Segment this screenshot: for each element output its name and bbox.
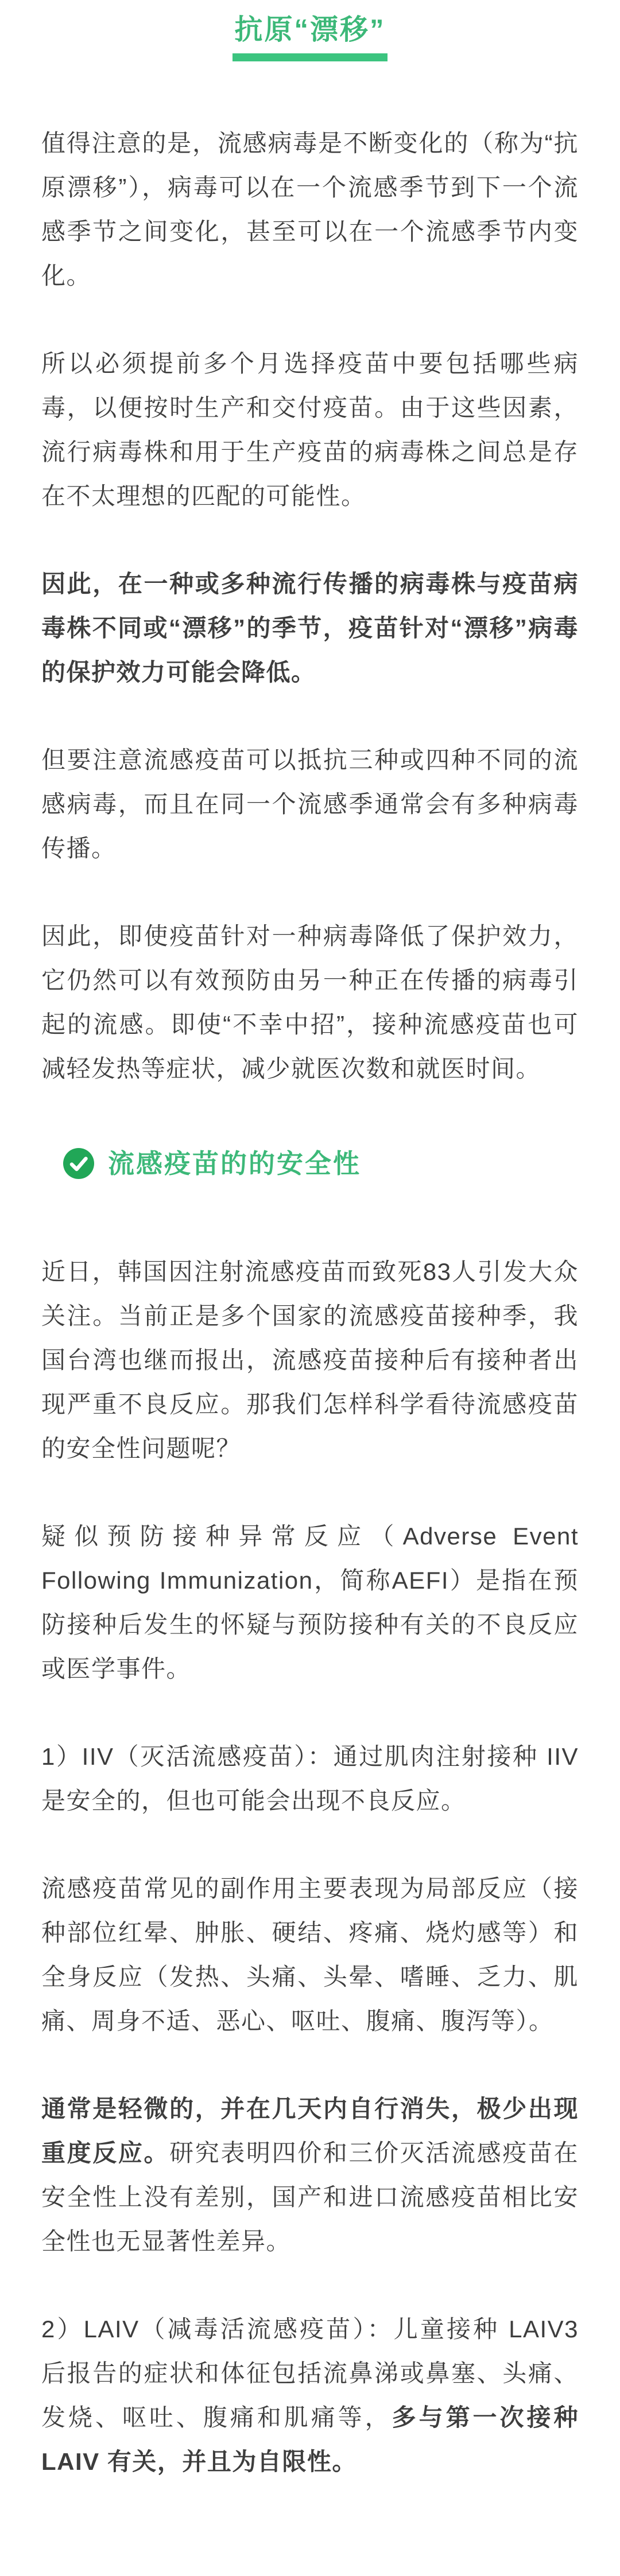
- paragraph-bold-run: 多与第一次接种 LAIV 有关，并且为自限性。: [41, 2404, 579, 2476]
- paragraph-bold-run: 因此，在一种或多种流行传播的病毒株与疫苗病毒株不同或“漂移”的季节，疫苗针对“漂移”病毒的保护效力可能会降低。: [41, 570, 579, 686]
- paragraph: [41, 1734, 579, 1823]
- paragraph-run: 近日，韩国因注射流感疫苗而致死83人引发大众关注。当前正是多个国家的流感疫苗接种季，我国台湾也继而报出，流感疫苗接种后有接种者出现严重不良反应。那我们怎样科学看待流感疫苗的安全性问题呢？: [41, 1258, 579, 1462]
- check-icon: [63, 1148, 94, 1179]
- paragraph-run: 2）LAIV（减毒活流感疫苗）：儿童接种 LAIV3 后报告的症状和体征包括流鼻涕或鼻塞、头痛、发烧、呕吐、腹痛和肌痛等，: [41, 2316, 579, 2431]
- paragraph-bold-run: 通常是轻微的，并在几天内自行消失，极少出现重度反应。: [41, 2095, 579, 2167]
- paragraph-run: 研究表明四价和三价灭活流感疫苗在安全性上没有差别，国产和进口流感疫苗相比安全性也无显著性差异。: [41, 2139, 579, 2255]
- title-underline-bar: [232, 53, 388, 61]
- paragraph: [41, 914, 579, 1091]
- paragraph-run: 但要注意流感疫苗可以抵抗三种或四种不同的流感病毒，而且在同一个流感季通常会有多种病毒传播。: [41, 746, 579, 862]
- paragraph-run: 所以必须提前多个月选择疫苗中要包括哪些病毒，以便按时生产和交付疫苗。由于这些因素，流行病毒株和用于生产疫苗的病毒株之间总是存在不太理想的匹配的可能性。: [41, 349, 579, 509]
- paragraph-run: 值得注意的是，流感病毒是不断变化的（称为“抗原漂移”），病毒可以在一个流感季节到下一个流感季节之间变化，甚至可以在一个流感季节内变化。: [41, 129, 579, 289]
- paragraph: [41, 2307, 579, 2484]
- paragraph: [41, 1250, 579, 1470]
- section-title-label: 流感疫苗的的安全性: [108, 1148, 361, 1178]
- paragraph: [41, 341, 579, 518]
- antigen-drift-section: [41, 121, 579, 1091]
- paragraph: [41, 2087, 579, 2263]
- safety-section-title: [63, 1148, 579, 1180]
- paragraph-run: 疑似预防接种异常反应（Adverse Event Following Immunization，简称AEFI）是指在预防接种后发生的怀疑与预防接种有关的不良反应或医学事件。: [41, 1523, 579, 1683]
- paragraph: [41, 1514, 579, 1691]
- hero-title-block: [41, 15, 579, 61]
- paragraph: [41, 1866, 579, 2043]
- paragraph: [41, 121, 579, 298]
- paragraph: [41, 738, 579, 870]
- paragraph-run: 因此，即使疫苗针对一种病毒降低了保护效力，它仍然可以有效预防由另一种正在传播的病毒引起的流感。即使“不幸中招”，接种流感疫苗也可减轻发热等症状，减少就医次数和就医时间。: [41, 922, 579, 1082]
- paragraph-run: 1）IIV（灭活流感疫苗）：通过肌肉注射接种 IIV 是安全的，但也可能会出现不良反应。: [41, 1743, 579, 1815]
- paragraph: [41, 562, 579, 694]
- paragraph-run: 流感疫苗常见的副作用主要表现为局部反应（接种部位红晕、肿胀、硬结、疼痛、烧灼感等）和全身反应（发热、头痛、头晕、嗜睡、乏力、肌痛、周身不适、恶心、呕吐、腹痛、腹泻等）。: [41, 1875, 579, 2035]
- page-title: 抗原“漂移”: [234, 14, 386, 45]
- safety-section: [41, 1250, 579, 2484]
